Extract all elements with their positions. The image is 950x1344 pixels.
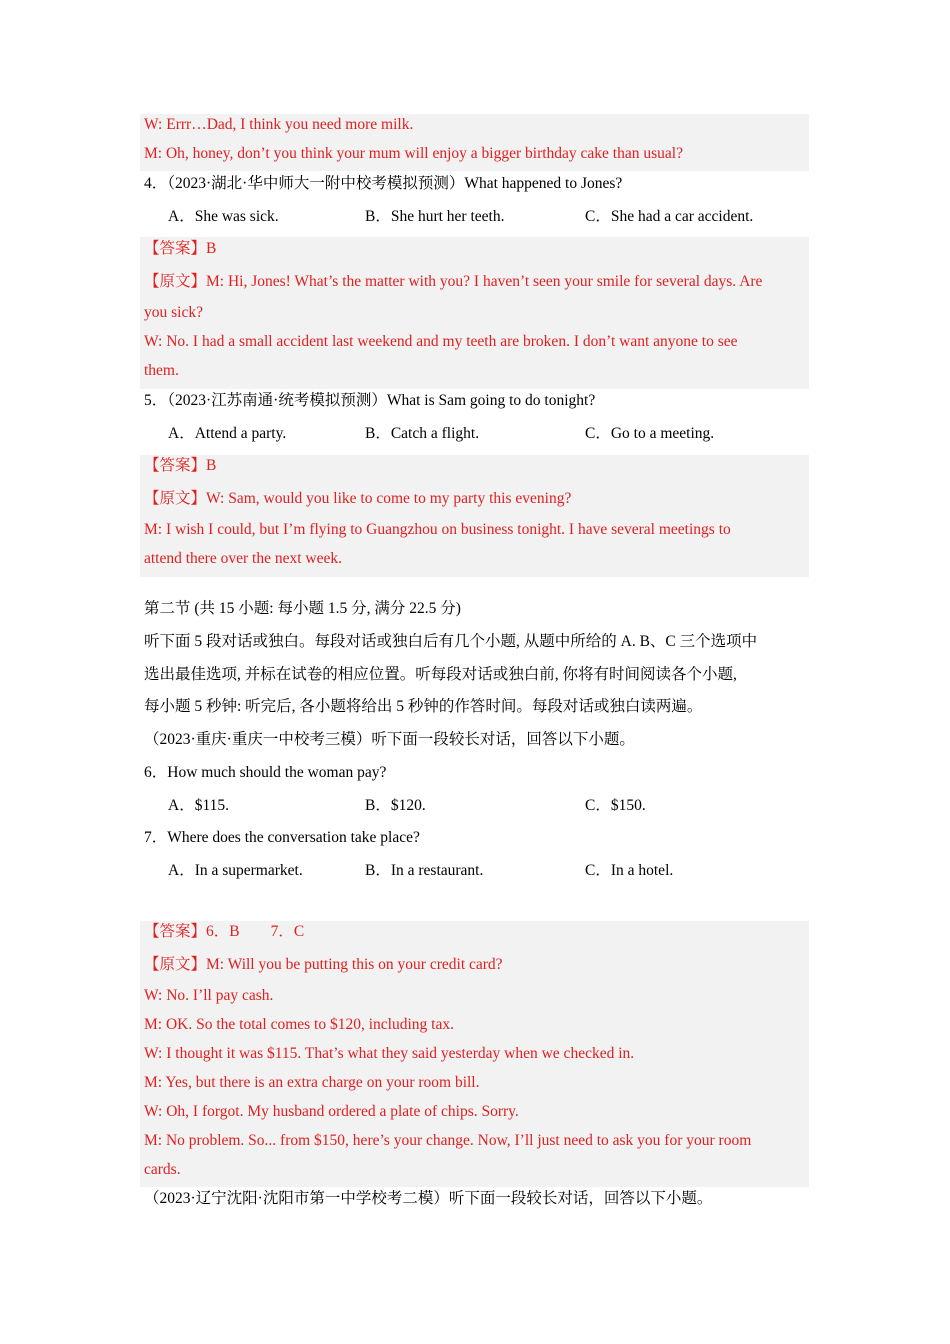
transcript-line: you sick? xyxy=(144,304,203,321)
transcript-line: them. xyxy=(144,362,179,379)
shade-block-q4 xyxy=(140,237,809,389)
q5-option-a: A．Attend a party. xyxy=(168,425,287,442)
q6-option-c: C．$150. xyxy=(585,797,646,814)
q6-option-b: B．$120. xyxy=(365,797,426,814)
transcript-line: cards. xyxy=(144,1161,181,1178)
source-line: （2023·辽宁沈阳·沈阳市第一中学校考二模）听下面一段较长对话，回答以下小题。 xyxy=(144,1190,713,1207)
transcript-line: 【原文】M: Hi, Jones! What’s the matter with you? I haven’t seen your smile for several days. Are xyxy=(144,273,763,290)
instruction-line: 听下面 5 段对话或独白。每段对话或独白后有几个小题, 从题中所给的 A. B、C 三个选项中 xyxy=(144,633,758,650)
transcript-line: M: No problem. So... from $150, here’s your change. Now, I’ll just need to ask you for your room xyxy=(144,1132,752,1149)
transcript-line: M: OK. So the total comes to $120, including tax. xyxy=(144,1016,454,1033)
q5-option-b: B．Catch a flight. xyxy=(365,425,480,442)
q5-option-c: C．Go to a meeting. xyxy=(585,425,715,442)
transcript-line: 【原文】W: Sam, would you like to come to my party this evening? xyxy=(144,490,572,507)
transcript-line: W: I thought it was $115. That’s what they said yesterday when we checked in. xyxy=(144,1045,635,1062)
transcript-line: M: Oh, honey, don’t you think your mum will enjoy a bigger birthday cake than usual? xyxy=(144,145,683,162)
q4-option-b: B．She hurt her teeth. xyxy=(365,208,505,225)
transcript-line: W: Oh, I forgot. My husband ordered a plate of chips. Sorry. xyxy=(144,1103,519,1120)
question-6: 6．How much should the woman pay? xyxy=(144,764,387,781)
transcript-line: M: I wish I could, but I’m flying to Guangzhou on business tonight. I have several meetings to xyxy=(144,521,731,538)
transcript-line: M: Yes, but there is an extra charge on your room bill. xyxy=(144,1074,480,1091)
question-4: 4．（2023·湖北·华中师大一附中校考模拟预测）What happened to Jones? xyxy=(144,175,623,192)
instruction-line: 选出最佳选项, 并标在试卷的相应位置。听每段对话或独白前, 你将有时间阅读各个小题, xyxy=(144,666,737,683)
q4-option-a: A．She was sick. xyxy=(168,208,279,225)
transcript-line: W: No. I had a small accident last weekend and my teeth are broken. I don’t want anyone to see xyxy=(144,333,738,350)
q7-option-c: C．In a hotel. xyxy=(585,862,674,879)
q7-option-b: B．In a restaurant. xyxy=(365,862,484,879)
question-7: 7．Where does the conversation take place? xyxy=(144,829,420,846)
source-line: （2023·重庆·重庆一中校考三模）听下面一段较长对话，回答以下小题。 xyxy=(144,731,635,748)
q4-answer: 【答案】B xyxy=(144,240,217,257)
q6-option-a: A．$115. xyxy=(168,797,229,814)
q7-option-a: A．In a supermarket. xyxy=(168,862,303,879)
q5-answer: 【答案】B xyxy=(144,457,217,474)
transcript-line: W: Errr…Dad, I think you need more milk. xyxy=(144,116,414,133)
q67-answer: 【答案】6．B 7．C xyxy=(144,923,305,940)
transcript-line: 【原文】M: Will you be putting this on your credit card? xyxy=(144,956,503,973)
instruction-line: 每小题 5 秒钟: 听完后, 各小题将给出 5 秒钟的作答时间。每段对话或独白读两遍。 xyxy=(144,698,703,715)
q4-option-c: C．She had a car accident. xyxy=(585,208,754,225)
section-heading: 第二节 (共 15 小题: 每小题 1.5 分, 满分 22.5 分) xyxy=(144,600,461,617)
question-5: 5．（2023·江苏南通·统考模拟预测）What is Sam going to do tonight? xyxy=(144,392,596,409)
transcript-line: W: No. I’ll pay cash. xyxy=(144,987,274,1004)
transcript-line: attend there over the next week. xyxy=(144,550,342,567)
